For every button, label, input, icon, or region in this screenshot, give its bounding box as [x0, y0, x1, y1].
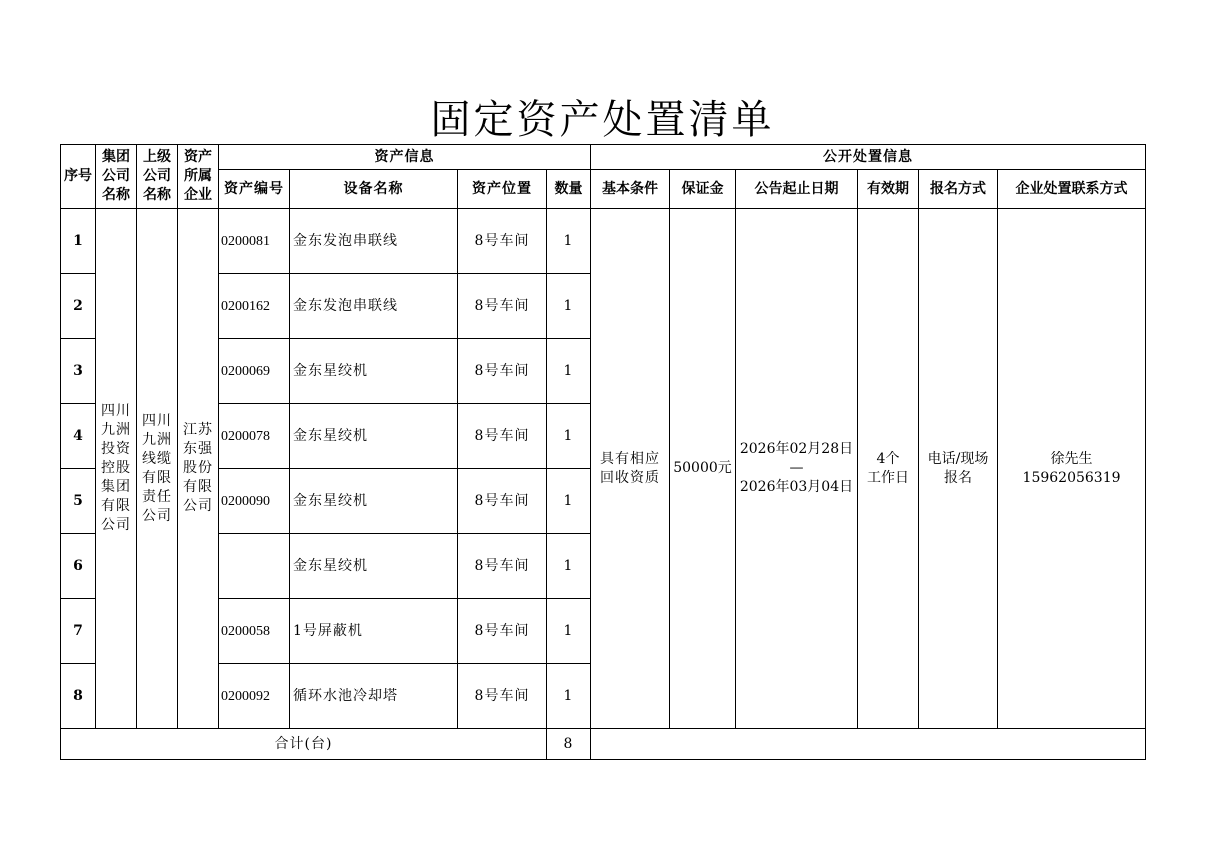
header-device-name: 设备名称 — [290, 170, 458, 209]
parent-company-cell: 四川九洲线缆有限责任公司 — [137, 209, 178, 729]
row-location: 8号车间 — [458, 534, 547, 599]
row-device-name: 金东发泡串联线 — [290, 274, 458, 339]
header-validity: 有效期 — [858, 170, 919, 209]
total-label: 合计(台) — [61, 729, 547, 760]
row-location: 8号车间 — [458, 404, 547, 469]
row-location: 8号车间 — [458, 469, 547, 534]
header-notice-dates: 公告起止日期 — [736, 170, 858, 209]
row-asset-code: 0200058 — [219, 599, 290, 664]
row-asset-code: 0200092 — [219, 664, 290, 729]
notice-start: 2026年02月28日 — [739, 441, 854, 457]
header-asset-code: 资产编号 — [219, 170, 290, 209]
total-empty — [591, 729, 1146, 760]
page-title: 固定资产处置清单 — [430, 97, 775, 143]
row-seq: 2 — [61, 274, 96, 339]
row-device-name: 1号屏蔽机 — [290, 599, 458, 664]
row-device-name: 金东星绞机 — [290, 469, 458, 534]
validity-cell — [858, 209, 919, 729]
row-location: 8号车间 — [458, 664, 547, 729]
row-asset-code: 0200081 — [219, 209, 290, 274]
row-quantity: 1 — [547, 339, 591, 404]
signup-line-2: 报名 — [944, 469, 972, 486]
row-device-name: 金东星绞机 — [290, 404, 458, 469]
header-row-1 — [61, 145, 1146, 170]
total-row — [61, 729, 1146, 760]
validity-line-1: 4个 — [876, 450, 900, 467]
row-quantity: 1 — [547, 209, 591, 274]
row-asset-code: 0200090 — [219, 469, 290, 534]
row-quantity: 1 — [547, 404, 591, 469]
signup-line-1: 电话/现场 — [927, 450, 989, 467]
row-location: 8号车间 — [458, 274, 547, 339]
row-device-name: 金东发泡串联线 — [290, 209, 458, 274]
header-disposal-info: 公开处置信息 — [591, 145, 1146, 170]
row-location: 8号车间 — [458, 209, 547, 274]
notice-separator: — — [789, 460, 804, 476]
row-seq: 7 — [61, 599, 96, 664]
header-quantity: 数量 — [547, 170, 591, 209]
table-row — [61, 209, 1146, 274]
row-asset-code: 0200162 — [219, 274, 290, 339]
row-quantity: 1 — [547, 599, 591, 664]
row-location: 8号车间 — [458, 339, 547, 404]
contact-cell — [998, 209, 1146, 729]
owner-company-cell: 江苏东强股份有限公司 — [178, 209, 219, 729]
header-row-2 — [61, 170, 1146, 209]
deposit-cell: 50000元 — [670, 209, 736, 729]
group-company-cell: 四川九洲投资控股集团有限公司 — [96, 209, 137, 729]
row-quantity: 1 — [547, 274, 591, 339]
row-asset-code: 0200069 — [219, 339, 290, 404]
contact-phone: 15962056319 — [1022, 469, 1121, 486]
header-owner-company: 资产所属企业 — [178, 145, 219, 209]
total-value: 8 — [547, 729, 591, 760]
row-quantity: 1 — [547, 664, 591, 729]
row-device-name: 金东星绞机 — [290, 339, 458, 404]
header-seq: 序号 — [61, 145, 96, 209]
asset-disposal-table — [60, 144, 1146, 760]
header-signup-method: 报名方式 — [919, 170, 998, 209]
row-location: 8号车间 — [458, 599, 547, 664]
signup-method-cell — [919, 209, 998, 729]
header-deposit: 保证金 — [670, 170, 736, 209]
row-device-name: 循环水池冷却塔 — [290, 664, 458, 729]
row-seq: 6 — [61, 534, 96, 599]
row-quantity: 1 — [547, 469, 591, 534]
row-seq: 8 — [61, 664, 96, 729]
basic-condition-cell: 具有相应回收资质 — [591, 209, 670, 729]
contact-name: 徐先生 — [1050, 450, 1093, 467]
row-asset-code — [219, 534, 290, 599]
row-seq: 4 — [61, 404, 96, 469]
validity-line-2: 工作日 — [867, 469, 909, 486]
notice-end: 2026年03月04日 — [739, 479, 854, 495]
row-device-name: 金东星绞机 — [290, 534, 458, 599]
header-parent-company: 上级公司名称 — [137, 145, 178, 209]
row-seq: 1 — [61, 209, 96, 274]
row-asset-code: 0200078 — [219, 404, 290, 469]
notice-dates-cell — [736, 209, 858, 729]
header-asset-info: 资产信息 — [219, 145, 591, 170]
row-quantity: 1 — [547, 534, 591, 599]
row-seq: 3 — [61, 339, 96, 404]
row-seq: 5 — [61, 469, 96, 534]
header-basic-condition: 基本条件 — [591, 170, 670, 209]
header-asset-location: 资产位置 — [458, 170, 547, 209]
header-group-company: 集团公司名称 — [96, 145, 137, 209]
header-contact: 企业处置联系方式 — [998, 170, 1146, 209]
